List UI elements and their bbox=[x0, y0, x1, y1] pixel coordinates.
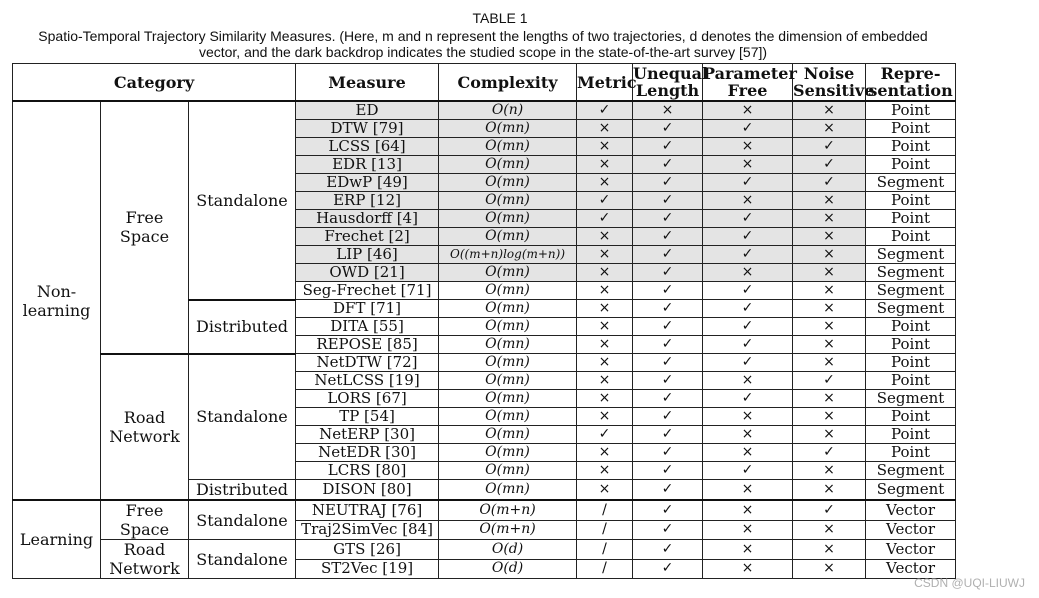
cell-metric: × bbox=[577, 282, 633, 300]
header-measure: Measure bbox=[296, 64, 439, 102]
category-distributed: Distributed bbox=[189, 480, 296, 501]
caption-line-2: vector, and the dark backdrop indicates the studied scope in the state-of-the-art survey [57]) bbox=[198, 44, 768, 60]
cell-noise-sensitive: × bbox=[793, 336, 866, 354]
cell-measure: DITA [55] bbox=[296, 318, 439, 336]
cell-noise-sensitive: × bbox=[793, 540, 866, 560]
header-metric: Metric bbox=[577, 64, 633, 102]
cell-metric: × bbox=[577, 372, 633, 390]
cell-metric: × bbox=[577, 228, 633, 246]
cell-complexity: O(mn) bbox=[439, 174, 577, 192]
table-row bbox=[13, 540, 956, 560]
cell-parameter-free: ✓ bbox=[703, 174, 793, 192]
cell-noise-sensitive: ✓ bbox=[793, 174, 866, 192]
cell-noise-sensitive: × bbox=[793, 426, 866, 444]
cell-measure: TP [54] bbox=[296, 408, 439, 426]
cell-measure: Hausdorff [4] bbox=[296, 210, 439, 228]
cell-unequal-length: ✓ bbox=[633, 174, 703, 192]
cell-parameter-free: ✓ bbox=[703, 246, 793, 264]
cell-metric: × bbox=[577, 300, 633, 318]
category-free-space: Free Space bbox=[101, 101, 189, 354]
cell-unequal-length: ✓ bbox=[633, 354, 703, 372]
cell-measure: EDR [13] bbox=[296, 156, 439, 174]
cell-measure: ST2Vec [19] bbox=[296, 559, 439, 579]
cell-parameter-free: × bbox=[703, 559, 793, 579]
cell-parameter-free: ✓ bbox=[703, 210, 793, 228]
cell-representation: Segment bbox=[866, 462, 956, 480]
cell-representation: Vector bbox=[866, 540, 956, 560]
cell-noise-sensitive: × bbox=[793, 318, 866, 336]
cell-noise-sensitive: × bbox=[793, 210, 866, 228]
cell-complexity: O(mn) bbox=[439, 444, 577, 462]
cell-noise-sensitive: × bbox=[793, 228, 866, 246]
cell-unequal-length: ✓ bbox=[633, 336, 703, 354]
cell-unequal-length: ✓ bbox=[633, 264, 703, 282]
cell-measure: NetDTW [72] bbox=[296, 354, 439, 372]
cell-complexity: O(d) bbox=[439, 540, 577, 560]
cell-complexity: O(d) bbox=[439, 559, 577, 579]
header-parameter-free: Parameter Free bbox=[703, 64, 797, 100]
cell-representation: Point bbox=[866, 138, 956, 156]
cell-measure: DISON [80] bbox=[296, 480, 439, 501]
cell-unequal-length: ✓ bbox=[633, 156, 703, 174]
cell-complexity: O(mn) bbox=[439, 120, 577, 138]
cell-noise-sensitive: × bbox=[793, 282, 866, 300]
cell-noise-sensitive: ✓ bbox=[793, 156, 866, 174]
cell-representation: Point bbox=[866, 444, 956, 462]
cell-parameter-free: × bbox=[703, 520, 793, 539]
cell-measure: LIP [46] bbox=[296, 246, 439, 264]
watermark: CSDN @UQI-LIUWJ bbox=[914, 576, 1025, 590]
cell-parameter-free: ✓ bbox=[703, 336, 793, 354]
cell-representation: Segment bbox=[866, 246, 956, 264]
header-representation: Repre- sentation bbox=[866, 64, 956, 102]
cell-measure: NetLCSS [19] bbox=[296, 372, 439, 390]
table-row bbox=[13, 500, 956, 520]
cell-metric: × bbox=[577, 120, 633, 138]
cell-representation: Point bbox=[866, 192, 956, 210]
cell-noise-sensitive: × bbox=[793, 120, 866, 138]
cell-representation: Segment bbox=[866, 282, 956, 300]
cell-measure: LCRS [80] bbox=[296, 462, 439, 480]
cell-measure: Traj2SimVec [84] bbox=[296, 520, 439, 539]
cell-parameter-free: × bbox=[703, 426, 793, 444]
cell-metric: × bbox=[577, 354, 633, 372]
cell-metric: × bbox=[577, 246, 633, 264]
cell-measure: ED bbox=[296, 101, 439, 120]
cell-measure: NetEDR [30] bbox=[296, 444, 439, 462]
cell-metric: ✓ bbox=[577, 426, 633, 444]
cell-measure: OWD [21] bbox=[296, 264, 439, 282]
cell-unequal-length: ✓ bbox=[633, 246, 703, 264]
cell-metric: × bbox=[577, 408, 633, 426]
cell-complexity: O(mn) bbox=[439, 390, 577, 408]
cell-complexity: O(mn) bbox=[439, 462, 577, 480]
cell-metric: ✓ bbox=[577, 192, 633, 210]
cell-representation: Point bbox=[866, 408, 956, 426]
cell-complexity: O((m+n)log(m+n)) bbox=[439, 246, 577, 264]
category-standalone: Standalone bbox=[189, 500, 296, 540]
cell-representation: Segment bbox=[866, 300, 956, 318]
cell-measure: Seg-Frechet [71] bbox=[296, 282, 439, 300]
cell-complexity: O(mn) bbox=[439, 192, 577, 210]
cell-measure: Frechet [2] bbox=[296, 228, 439, 246]
cell-complexity: O(mn) bbox=[439, 336, 577, 354]
cell-representation: Point bbox=[866, 354, 956, 372]
cell-noise-sensitive: × bbox=[793, 408, 866, 426]
cell-unequal-length: ✓ bbox=[633, 408, 703, 426]
cell-complexity: O(mn) bbox=[439, 372, 577, 390]
cell-representation: Point bbox=[866, 426, 956, 444]
category-standalone: Standalone bbox=[189, 540, 296, 579]
cell-metric: ✓ bbox=[577, 101, 633, 120]
cell-representation: Point bbox=[866, 156, 956, 174]
cell-parameter-free: × bbox=[703, 372, 793, 390]
cell-unequal-length: × bbox=[633, 101, 703, 120]
cell-noise-sensitive: × bbox=[793, 246, 866, 264]
cell-unequal-length: ✓ bbox=[633, 540, 703, 560]
category-standalone: Standalone bbox=[189, 354, 296, 480]
cell-unequal-length: ✓ bbox=[633, 300, 703, 318]
cell-measure: LCSS [64] bbox=[296, 138, 439, 156]
cell-complexity: O(mn) bbox=[439, 408, 577, 426]
cell-noise-sensitive: × bbox=[793, 559, 866, 579]
cell-metric: / bbox=[577, 559, 633, 579]
cell-parameter-free: × bbox=[703, 101, 793, 120]
cell-unequal-length: ✓ bbox=[633, 426, 703, 444]
cell-metric: × bbox=[577, 138, 633, 156]
cell-complexity: O(mn) bbox=[439, 318, 577, 336]
cell-noise-sensitive: × bbox=[793, 520, 866, 539]
category-non-learning: Non- learning bbox=[13, 101, 101, 500]
cell-noise-sensitive: × bbox=[793, 300, 866, 318]
cell-noise-sensitive: × bbox=[793, 390, 866, 408]
cell-representation: Point bbox=[866, 372, 956, 390]
cell-representation: Point bbox=[866, 210, 956, 228]
cell-unequal-length: ✓ bbox=[633, 444, 703, 462]
cell-representation: Point bbox=[866, 228, 956, 246]
cell-parameter-free: × bbox=[703, 500, 793, 520]
cell-unequal-length: ✓ bbox=[633, 120, 703, 138]
cell-measure: NetERP [30] bbox=[296, 426, 439, 444]
cell-parameter-free: × bbox=[703, 156, 793, 174]
cell-complexity: O(mn) bbox=[439, 228, 577, 246]
cell-metric: × bbox=[577, 336, 633, 354]
cell-metric: / bbox=[577, 540, 633, 560]
category-learning: Learning bbox=[13, 500, 101, 579]
cell-unequal-length: ✓ bbox=[633, 372, 703, 390]
cell-noise-sensitive: ✓ bbox=[793, 444, 866, 462]
cell-metric: × bbox=[577, 480, 633, 501]
cell-metric: × bbox=[577, 264, 633, 282]
cell-metric: × bbox=[577, 444, 633, 462]
cell-metric: × bbox=[577, 318, 633, 336]
cell-parameter-free: × bbox=[703, 264, 793, 282]
cell-noise-sensitive: × bbox=[793, 480, 866, 501]
cell-noise-sensitive: × bbox=[793, 264, 866, 282]
cell-parameter-free: ✓ bbox=[703, 390, 793, 408]
cell-noise-sensitive: × bbox=[793, 192, 866, 210]
cell-measure: NEUTRAJ [76] bbox=[296, 500, 439, 520]
table-body bbox=[13, 101, 956, 579]
cell-parameter-free: ✓ bbox=[703, 354, 793, 372]
cell-measure: DTW [79] bbox=[296, 120, 439, 138]
cell-representation: Segment bbox=[866, 390, 956, 408]
cell-parameter-free: ✓ bbox=[703, 282, 793, 300]
cell-complexity: O(mn) bbox=[439, 210, 577, 228]
cell-metric: / bbox=[577, 520, 633, 539]
category-road-network: Road Network bbox=[101, 540, 189, 579]
cell-parameter-free: ✓ bbox=[703, 462, 793, 480]
category-standalone: Standalone bbox=[189, 101, 296, 300]
cell-complexity: O(mn) bbox=[439, 264, 577, 282]
cell-representation: Segment bbox=[866, 480, 956, 501]
table-row bbox=[13, 354, 956, 372]
header-unequal-length: Unequal Length bbox=[633, 64, 709, 100]
cell-unequal-length: ✓ bbox=[633, 228, 703, 246]
cell-complexity: O(mn) bbox=[439, 138, 577, 156]
cell-complexity: O(mn) bbox=[439, 282, 577, 300]
cell-parameter-free: × bbox=[703, 192, 793, 210]
category-free-space: Free Space bbox=[101, 500, 189, 540]
cell-parameter-free: × bbox=[703, 540, 793, 560]
cell-noise-sensitive: × bbox=[793, 101, 866, 120]
cell-representation: Segment bbox=[866, 174, 956, 192]
cell-representation: Segment bbox=[866, 264, 956, 282]
cell-complexity: O(m+n) bbox=[439, 520, 577, 539]
cell-parameter-free: × bbox=[703, 408, 793, 426]
cell-unequal-length: ✓ bbox=[633, 210, 703, 228]
cell-metric: × bbox=[577, 156, 633, 174]
header-category: Category bbox=[13, 64, 296, 102]
cell-complexity: O(mn) bbox=[439, 480, 577, 501]
cell-parameter-free: × bbox=[703, 444, 793, 462]
cell-representation: Point bbox=[866, 318, 956, 336]
table-title: TABLE 1 bbox=[472, 10, 528, 26]
cell-unequal-length: ✓ bbox=[633, 138, 703, 156]
cell-complexity: O(mn) bbox=[439, 354, 577, 372]
cell-measure: REPOSE [85] bbox=[296, 336, 439, 354]
similarity-measures-table bbox=[12, 63, 956, 579]
cell-metric: × bbox=[577, 390, 633, 408]
cell-representation: Vector bbox=[866, 500, 956, 520]
cell-noise-sensitive: ✓ bbox=[793, 500, 866, 520]
cell-complexity: O(mn) bbox=[439, 300, 577, 318]
category-road-network: Road Network bbox=[101, 354, 189, 501]
cell-metric: × bbox=[577, 462, 633, 480]
cell-unequal-length: ✓ bbox=[633, 500, 703, 520]
cell-parameter-free: ✓ bbox=[703, 120, 793, 138]
cell-unequal-length: ✓ bbox=[633, 192, 703, 210]
cell-noise-sensitive: ✓ bbox=[793, 372, 866, 390]
cell-representation: Vector bbox=[866, 559, 956, 579]
header-complexity: Complexity bbox=[439, 64, 577, 102]
cell-noise-sensitive: × bbox=[793, 462, 866, 480]
header-noise-sensitive: Noise Sensitive bbox=[793, 64, 875, 100]
cell-representation: Point bbox=[866, 120, 956, 138]
cell-unequal-length: ✓ bbox=[633, 318, 703, 336]
cell-complexity: O(n) bbox=[439, 101, 577, 120]
cell-complexity: O(mn) bbox=[439, 156, 577, 174]
caption-line-1: Spatio-Temporal Trajectory Similarity Measures. (Here, m and n represent the lengths of two trajectories, d denotes the dimension of embedded bbox=[38, 28, 928, 44]
cell-measure: EDwP [49] bbox=[296, 174, 439, 192]
cell-unequal-length: ✓ bbox=[633, 520, 703, 539]
cell-metric: ✓ bbox=[577, 210, 633, 228]
cell-complexity: O(mn) bbox=[439, 426, 577, 444]
cell-unequal-length: ✓ bbox=[633, 282, 703, 300]
cell-metric: / bbox=[577, 500, 633, 520]
cell-measure: DFT [71] bbox=[296, 300, 439, 318]
cell-representation: Point bbox=[866, 101, 956, 120]
cell-measure: LORS [67] bbox=[296, 390, 439, 408]
cell-unequal-length: ✓ bbox=[633, 480, 703, 501]
cell-unequal-length: ✓ bbox=[633, 462, 703, 480]
category-distributed: Distributed bbox=[189, 300, 296, 354]
cell-parameter-free: × bbox=[703, 138, 793, 156]
cell-measure: ERP [12] bbox=[296, 192, 439, 210]
cell-unequal-length: ✓ bbox=[633, 559, 703, 579]
cell-unequal-length: ✓ bbox=[633, 390, 703, 408]
table-row bbox=[13, 101, 956, 120]
cell-noise-sensitive: ✓ bbox=[793, 138, 866, 156]
cell-complexity: O(m+n) bbox=[439, 500, 577, 520]
cell-measure: GTS [26] bbox=[296, 540, 439, 560]
cell-parameter-free: ✓ bbox=[703, 318, 793, 336]
cell-parameter-free: × bbox=[703, 480, 793, 501]
cell-parameter-free: ✓ bbox=[703, 228, 793, 246]
cell-metric: × bbox=[577, 174, 633, 192]
cell-parameter-free: ✓ bbox=[703, 300, 793, 318]
cell-representation: Vector bbox=[866, 520, 956, 539]
cell-representation: Point bbox=[866, 336, 956, 354]
cell-noise-sensitive: × bbox=[793, 354, 866, 372]
